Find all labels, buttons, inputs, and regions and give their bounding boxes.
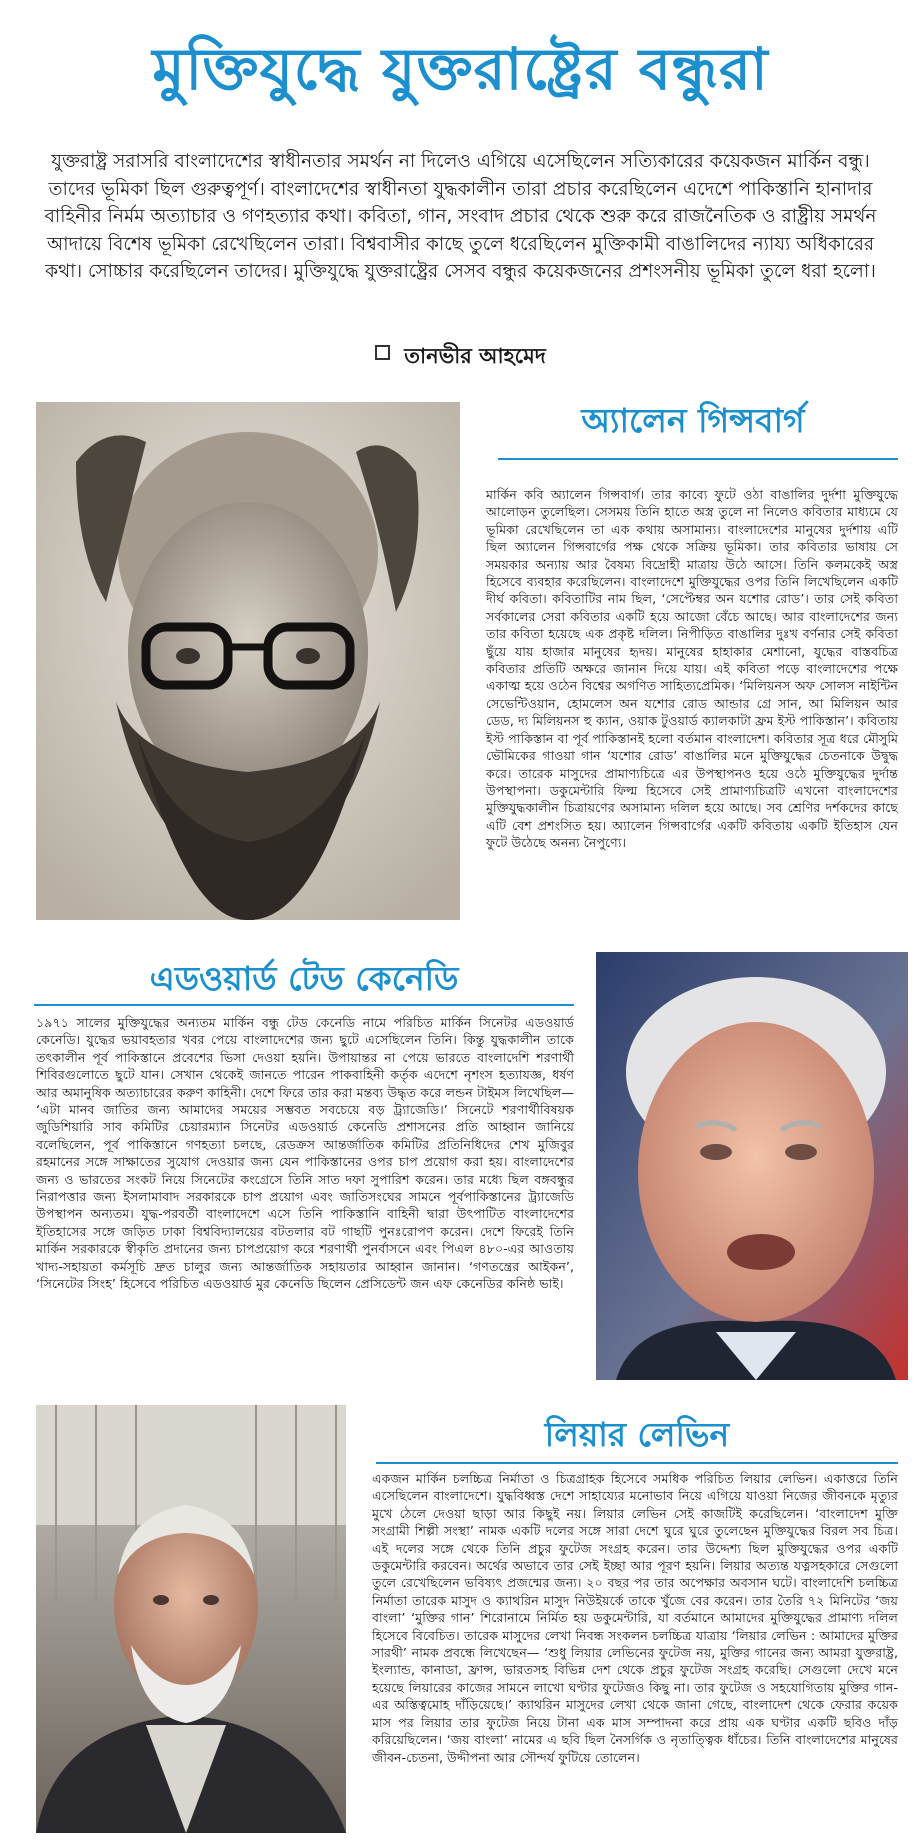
- headline: মুক্তিযুদ্ধে যুক্তরাষ্ট্রের বন্ধুরা: [152, 35, 769, 103]
- section-rule: [376, 1462, 898, 1464]
- section-title-ginsberg: অ্যালেন গিন্সবার্গ: [581, 401, 805, 440]
- section-body-kennedy: ১৯৭১ সালের মুক্তিযুদ্ধের অন্যতম মার্কিন বন্ধু টেড কেনেডি নামে পরিচিত মার্কিন সিনেটর এডওয়ার্ড কেনেডি। যুদ্ধের ভয়াবহতার খবর পেয়ে বাংলাদেশের জন্য ছুটে এসেছিলেন তিনি। কিন্তু যুদ্ধকালীন তাকে তৎকালীন পূর্ব পাকিস্তানে প্রবেশের ভিসা দেওয়া হয়নি। উপায়ান্তর না পেয়ে ভারতে বাংলাদেশি শরণার্থী শিবিরগুলোতে ছুটে যান। সেখান থেকেই জানতে পারেন পাকবাহিনী কর্তৃক এদেশে নৃশংস হত্যাযজ্ঞ, ধর্ষণ আর অমানুষিক অত্যাচারের করুণ কাহিনী। দেশে ফিরে তার করা মন্তব্য উদ্ধৃত করে লন্ডন টাইমস লিখেছিল— ‘এটা মানব জাতির জন্য আমাদের সময়ের সম্ভবত সবচেয়ে বড় ট্র্যাজেডি।’ সিনেটে শরণার্থীবিষয়ক জুডিশিয়ারি সাব কমিটির চেয়ারম্যান সিনেটর এডওয়ার্ড কেনেডি প্রশাসনের প্রতি আহ্বান জানিয়ে বলেছিলেন, পূর্ব পাকিস্তানে গণহত্যা চলছে, রেডক্রস আন্তর্জাতিক কমিটির প্রতিনিধিদের শেখ মুজিবুর রহমানের সঙ্গে সাক্ষাতের সুযোগ দেওয়ার জন্য যেন পাকিস্তানের ওপর চাপ প্রয়োগ করা হয়। বাংলাদেশের জন্য ও ভারতের সংকট নিয়ে সিনেটের কংগ্রেসে তিনি সাত দফা সুপারিশ করেন। তার মধ্যে ছিল বঙ্গবন্ধুর নিরাপত্তার জন্য ইসলামাবাদ সরকারকে চাপ প্রয়োগ এবং জাতিসংঘের সামনে পূর্বপাকিস্তানের ট্র্যাজেডি উপস্থাপন অন্যতম। যুদ্ধ-পরবর্তী বাংলাদেশে এসে তিনি পাকিস্তানি বাহিনী দ্বারা উৎপাটিত বাংলাদেশের ইতিহাসের সঙ্গে জড়িত ঢাকা বিশ্ববিদ্যালয়ের বটতলার বট গাছটি পুনঃরোপণ করেন। দেশে ফিরেই তিনি মার্কিন সরকারকে স্বীকৃতি প্রদানের জন্য চাপপ্রয়োগ করে শরণার্থী পুনর্বাসনে এবং পিএল ৪৮০-এর আওতায় খাদ্য-সহায়তা কর্মসূচি দ্রুত চালুর জন্য আন্তর্জাতিক সহায়তার আহ্বান জানান। ‘গণতন্ত্রের আইকন’, ‘সিনেটের সিংহ’ হিসেবে পরিচিত এডওয়ার্ড মুর কেনেডি ছিলেন প্রেসিডেন্ট জন এফ কেনেডির কনিষ্ঠ ভাই।: [36, 1015, 574, 1292]
- byline: [0, 340, 921, 372]
- kennedy-photo: [596, 952, 908, 1380]
- square-bullet-icon: [375, 345, 390, 360]
- section-title-levin: লিয়ার লেভিন: [544, 1415, 730, 1454]
- section-rule: [34, 1004, 574, 1006]
- intro-paragraph: যুক্তরাষ্ট্র সরাসরি বাংলাদেশের স্বাধীনতার সমর্থন না দিলেও এগিয়ে এসেছিলেন সত্যিকারের কয়েকজন মার্কিন বন্ধু। তাদের ভূমিকা ছিল গুরুত্বপূর্ণ। বাংলাদেশের স্বাধীনতা যুদ্ধকালীন তারা প্রচার করেছিলেন এদেশে পাকিস্তানি হানাদার বাহিনীর নির্মম অত্যাচার ও গণহত্যার কথা। কবিতা, গান, সংবাদ প্রচার থেকে শুরু করে রাজনৈতিক ও রাষ্ট্রীয় সমর্থন আদায়ে বিশেষ ভূমিকা রেখেছিলেন তারা। বিশ্ববাসীর কাছে তুলে ধরেছিলেন মুক্তিকামী বাঙালিদের ন্যায্য অধিকারের কথা। সোচ্চার করেছিলেন তাদের। মুক্তিযুদ্ধে যুক্তরাষ্ট্রের সেসব বন্ধুর কয়েকজনের প্রশংসনীয় ভূমিকা তুলে ধরা হলো।: [44, 151, 877, 282]
- section-body-ginsberg: মার্কিন কবি অ্যালেন গিন্সবার্গ। তার কাব্যে ফুটে ওঠা বাঙালির দুর্দশা মুক্তিযুদ্ধে আলোড়ন তুলেছিল। সেসময় তিনি হাতে অস্ত্র তুলে না নিলেও কবিতার মাধ্যমে যে ভূমিকা রেখেছিলেন তা এক কথায় অসামান্য। বাংলাদেশের মানুষের দুর্দশায় এটি ছিল অ্যালেন গিন্সবার্গের পক্ষ থেকে সক্রিয় ভূমিকা। তার কবিতার ভাষায় সে সময়কার অন্যায় আর বৈষম্য বিদ্রোহী মাত্রায় উঠে আসে। তিনি কলমকেই অস্ত্র হিসেবে ব্যবহার করেছিলেন। বাংলাদেশে মুক্তিযুদ্ধের ওপর তিনি লিখেছিলেন একটি দীর্ঘ কবিতা। কবিতাটির নাম ছিল, ‘সেপ্টেম্বর অন যশোর রোড’। তার সেই কবিতা সর্বকালের সেরা কবিতার একটি হয়ে আজো বেঁচে আছে। আর বাংলাদেশের জন্য তার কবিতা হয়েছে এক প্রকৃষ্ট দলিল। নিপীড়িত বাঙালির দুঃখ বর্ণনার সেই কবিতা ছুঁয়ে যায় হাজার মানুষের হৃদয়। মানুষের হাহাকার মেশানো, যুদ্ধের বাস্তবচিত্র কবিতার প্রতিটি অক্ষরে জানান দিয়ে যায়। এই কবিতা পড়ে বাংলাদেশের পক্ষে একাত্ম হয়ে ওঠেন বিশ্বের অগণিত সাহিত্যপ্রেমিক। ‘মিলিয়নস অফ সোলস নাইন্টিন সেভেন্টিওয়ান, হোমলেস অন যশোর রোড আন্ডার গ্রে সান, আ মিলিয়ন আর ডেড, দ্য মিলিয়নস হু ক্যান, ওয়াক টুওয়ার্ড ক্যালকাটা ফ্রম ইস্ট পাকিস্তান’। কবিতায় ইস্ট পাকিস্তান বা পূর্ব পাকিস্তানই হলো বর্তমান বাংলাদেশ। কবিতার সূত্র ধরে মৌসুমি ভৌমিকের গাওয়া গান ‘যশোর রোড’ বাঙালির মনে মুক্তিযুদ্ধের চেতনাকে উদ্বুদ্ধ করে। তারেক মাসুদের প্রামাণ্যচিত্রে এর উপস্থাপনও হয়ে ওঠে মুক্তিযুদ্ধের দুর্দান্ত উপস্থাপনা। ডকুমেন্টারি ফিল্ম হিসেবে সেই প্রামাণ্যচিত্রটি এখনো বাংলাদেশের মুক্তিযুদ্ধকালীন চিত্রায়ণের অসামান্য দলিল হয়ে আছে। সব শ্রেণির দর্শকদের কাছে এটি বেশ প্রশংসিত হয়। অ্যালেন গিন্সবার্গের একটি কবিতায় একটি ইতিহাস যেন ফুটে উঠেছে অনন্য নৈপুণ্যে।: [486, 487, 898, 851]
- author-name: তানভীর আহমেদ: [404, 344, 546, 368]
- levin-photo: [36, 1405, 346, 1833]
- section-title-kennedy: এডওয়ার্ড টেড কেনেডি: [149, 959, 459, 998]
- section-rule: [498, 458, 898, 460]
- ginsberg-photo: [36, 402, 460, 920]
- section-body-levin: একজন মার্কিন চলচ্চিত্র নির্মাতা ও চিত্রগ্রাহক হিসেবে সমধিক পরিচিত লিয়ার লেভিন। একাত্তরে তিনি এসেছিলেন বাংলাদেশে। যুদ্ধবিধ্বস্ত দেশে সাহায্যের মনোভাব নিয়ে এগিয়ে যাওয়া নিজের জীবনকে মৃত্যুর মুখে ঠেলে দেওয়া ছাড়া আর কিছুই নয়। লিয়ার লেভিন সেই কাজটিই করেছিলেন। ‘বাংলাদেশ মুক্তি সংগ্রামী শিল্পী সংস্থা’ নামক একটি দলের সঙ্গে সারা দেশে ঘুরে ঘুরে তুলেছেন মুক্তিযুদ্ধের বিরল সব চিত্র। এই দলের সঙ্গে থেকে তিনি প্রচুর ফুটেজ সংগ্রহ করেন। তার উদ্দেশ্য ছিল মুক্তিযুদ্ধের ওপর একটি ডকুমেন্টারি করবেন। অর্থের অভাবে তার সেই ইচ্ছা আর পূরণ হয়নি। লিয়ার অত্যন্ত যত্নসহকারে সেগুলো তুলে রেখেছিলেন ভবিষ্যৎ প্রজন্মের জন্য। ২০ বছর পর তার অপেক্ষার অবসান ঘটে। বাংলাদেশি চলচ্চিত্র নির্মাতা তারেক মাসুদ ও ক্যাথরিন মাসুদ নিউইয়র্কে তাকে খুঁজে বের করেন। তার তৈরি ৭২ মিনিটের ‘জয় বাংলা’ ‘মুক্তির গান’ শিরোনামে নির্মিত হয় ডকুমেন্টারি, যা বর্তমানে আমাদের মুক্তিযুদ্ধের প্রামাণ্য দলিল হিসেবে বিবেচিত। তারেক মাসুদের লেখা নিবন্ধ সংকলন চলচ্চিত্র যাত্রায় ‘লিয়ার লেভিন : আমাদের মুক্তির সারথী’ নামক প্রবন্ধে লিখেছেন— ‘শুধু লিয়ার লেভিনের ফুটেজ নয়, মুক্তির গানের জন্য আমরা যুক্তরাষ্ট্র, ইংল্যান্ড, কানাডা, ফ্রান্স, ভারতসহ বিভিন্ন দেশ থেকে প্রচুর ফুটেজ সংগ্রহ করেছি। সেগুলো দেখে মনে হয়েছে লিয়ারের কাজের সামনে লাখো ঘণ্টার ফুটেজও কিছু না। তার ফুটেজ ও সহযোগিতায় মুক্তির গান-এর অস্তিত্বমোহ দাঁড়িয়েছে।’ ক্যাথরিন মাসুদের লেখা থেকে জানা গেছে, বাংলাদেশ থেকে ফেরার কয়েক মাস পর লিয়ার তার ফুটেজ নিয়ে টানা এক মাস সম্পাদনা করে প্রায় এক ঘণ্টার একটি ছবিও দাঁড় করিয়েছিলেন। ‘জয় বাংলা’ নামের এ ছবি ছিল নৈসর্গিক ও নৃতাত্ত্বিক ধাঁচের। তিনি বাংলাদেশের মানুষের জীবন-চেতনা, উদ্দীপনা আর সৌন্দর্য ফুটিয়ে তোলেন।: [372, 1471, 898, 1765]
